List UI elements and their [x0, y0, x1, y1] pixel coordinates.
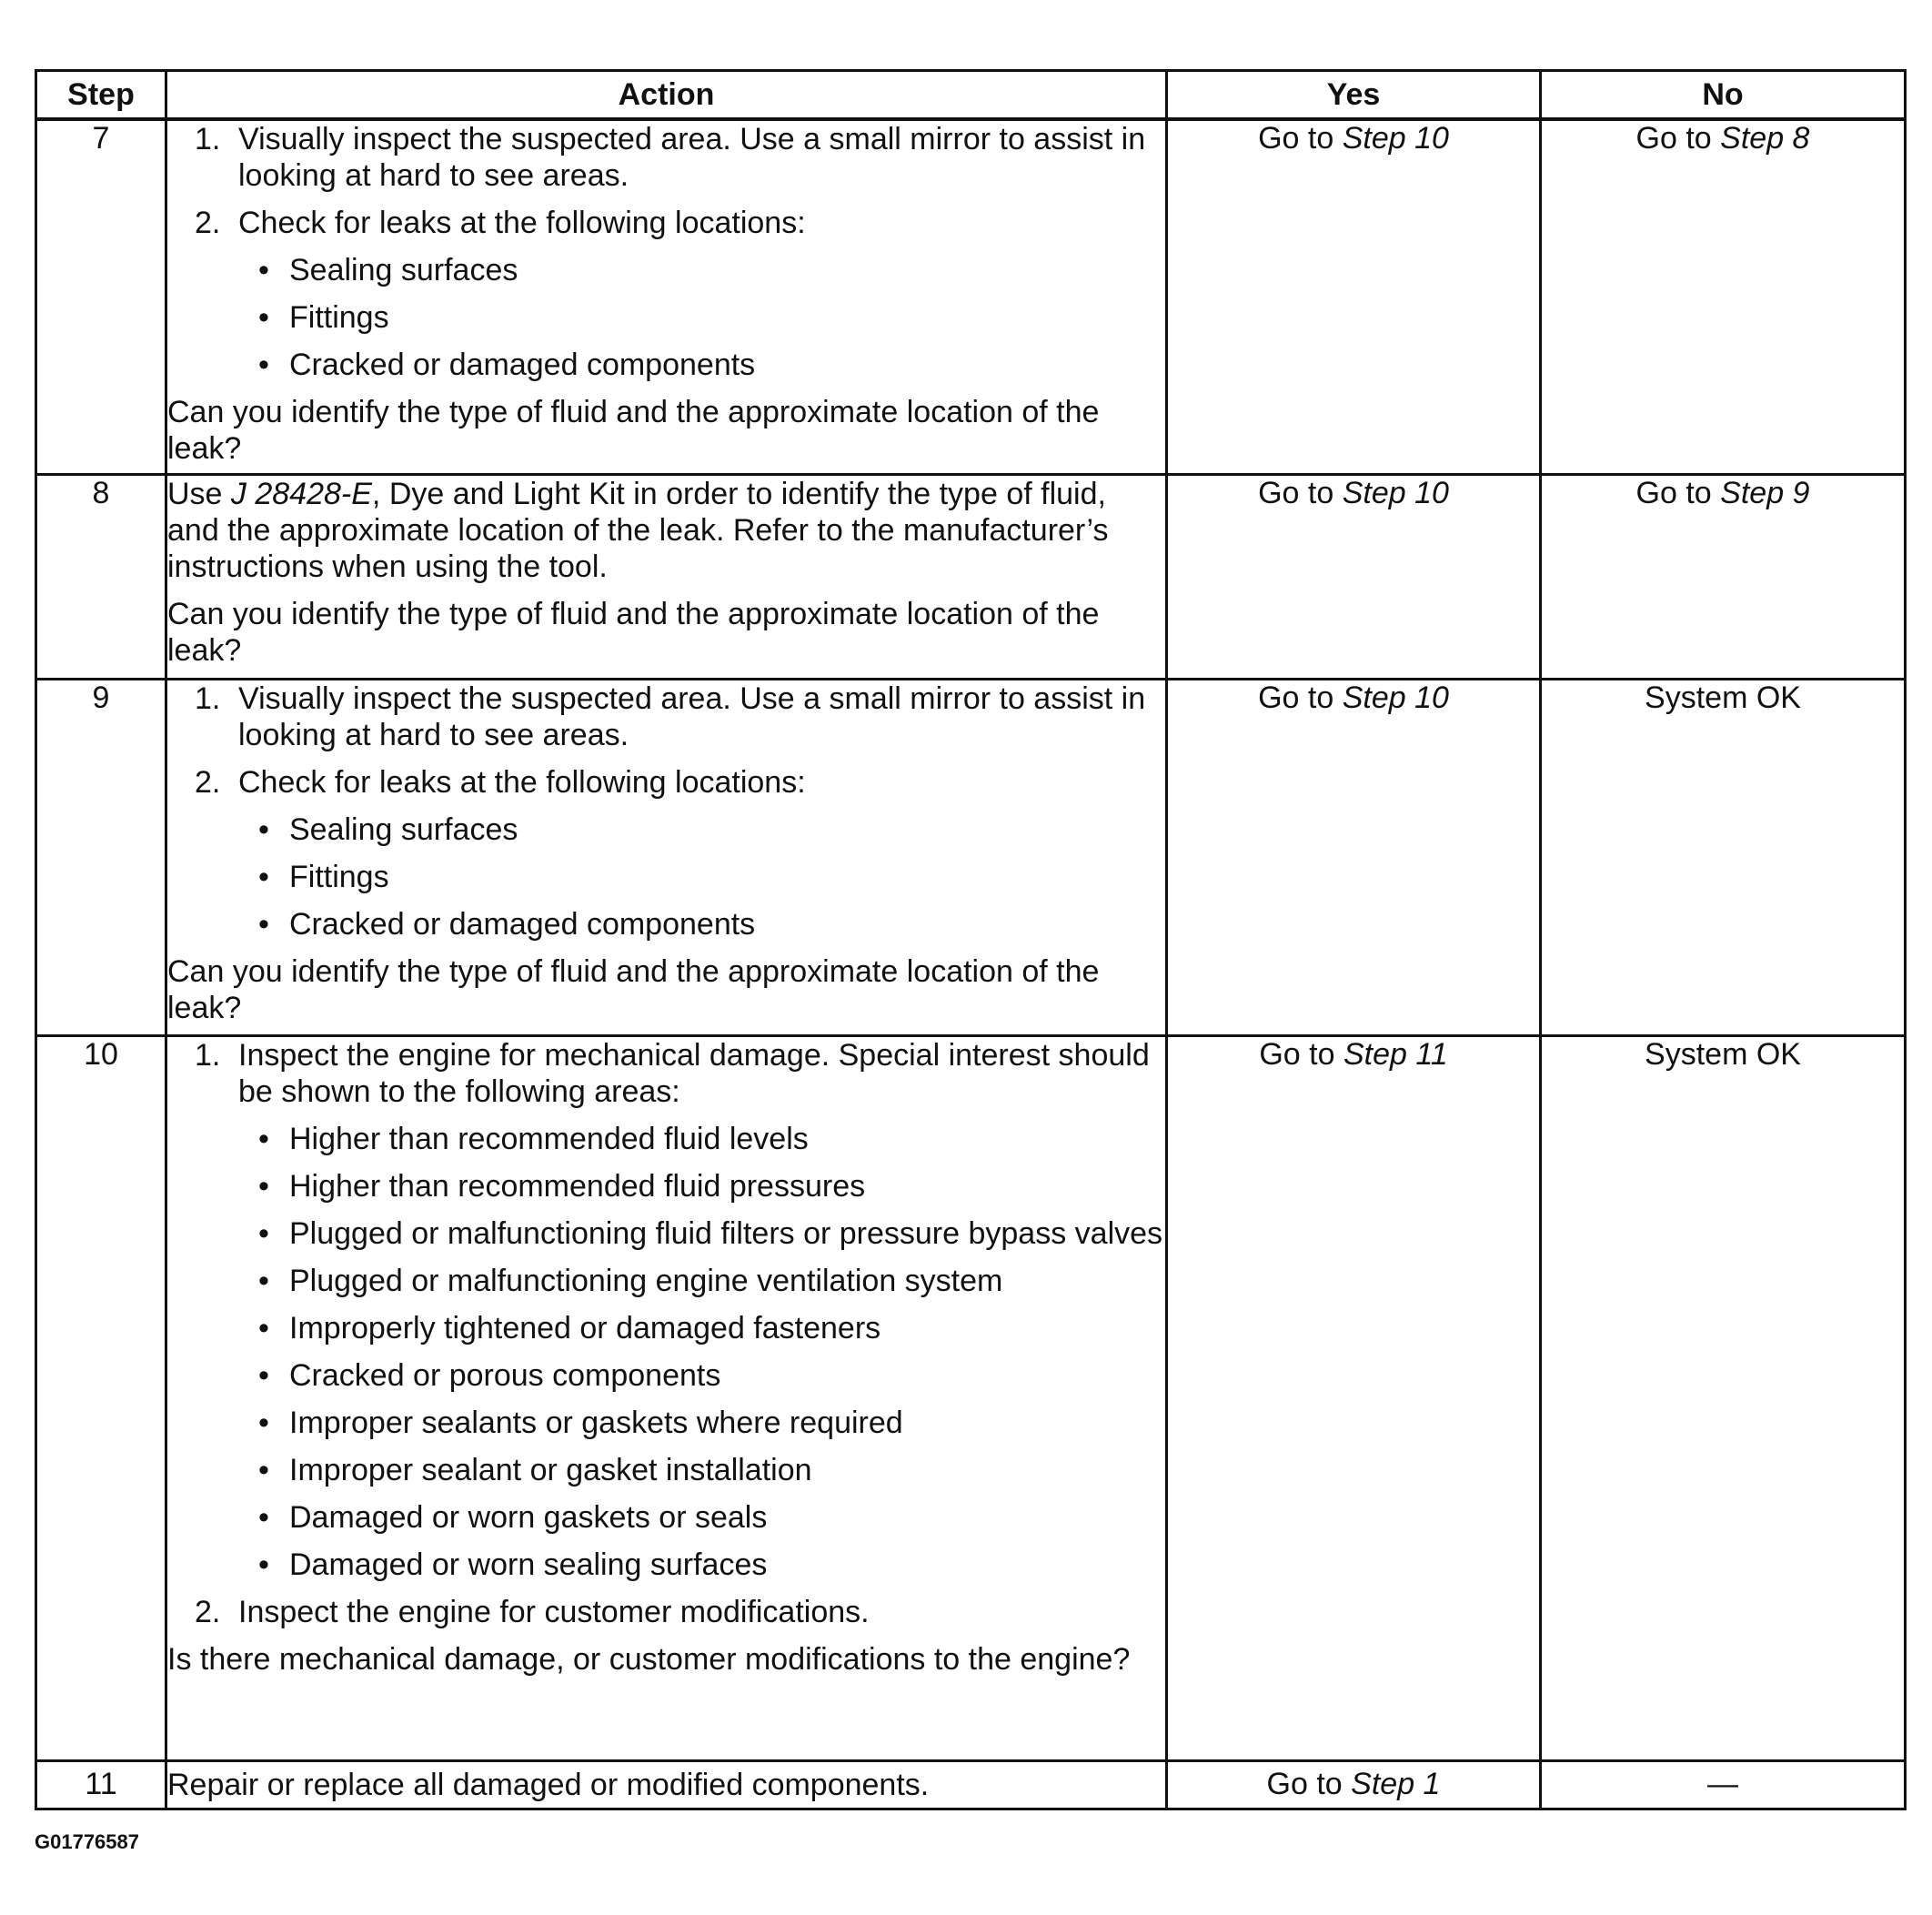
header-action: Action — [166, 71, 1167, 120]
item-text: Inspect the engine for mechanical damage. Special interest should be shown to the following areas: — [238, 1037, 1150, 1109]
item-text: Visually inspect the suspected area. Use a small mirror to assist in looking at hard to see areas. — [238, 680, 1146, 752]
item-number: 1. — [195, 680, 221, 716]
bullet-text: Damaged or worn sealing surfaces — [289, 1547, 768, 1582]
yes-prefix: Go to — [1258, 680, 1334, 715]
bullet-item — [258, 1121, 1165, 1157]
list-item — [195, 121, 1165, 194]
bullet-text: Fittings — [289, 859, 389, 894]
bullet-item — [258, 1215, 1165, 1252]
no-cell — [1541, 474, 1906, 679]
action-cell — [166, 119, 1167, 474]
yes-cell — [1167, 679, 1541, 1035]
yes-cell — [1167, 1760, 1541, 1809]
bullet-text: Damaged or worn gaskets or seals — [289, 1499, 768, 1535]
question-text: Can you identify the type of fluid and the approximate location of the leak? — [167, 395, 1100, 466]
item-number: 2. — [195, 206, 221, 240]
bullet-icon: • — [258, 1263, 269, 1298]
item-number: 2. — [195, 1594, 221, 1629]
yes-step-ref: Step 11 — [1343, 1036, 1448, 1072]
bullet-item — [258, 1405, 1165, 1441]
para-prefix: Use — [167, 476, 223, 511]
bullet-text: Plugged or malfunctioning fluid filters or pressure bypass valves — [289, 1215, 1163, 1251]
step-number: 7 — [36, 119, 166, 474]
bullet-item — [258, 1357, 1165, 1394]
no-prefix: Go to — [1635, 121, 1712, 156]
no-cell: System OK — [1541, 1035, 1906, 1760]
table-row-step-7 — [36, 119, 1906, 474]
bullet-item — [258, 1452, 1165, 1488]
item-text: Check for leaks at the following locations: — [238, 206, 806, 240]
table-row-step-9 — [36, 679, 1906, 1035]
action-cell: Repair or replace all damaged or modified components. — [166, 1760, 1167, 1809]
bullet-item — [258, 1263, 1165, 1299]
list-item — [195, 1594, 1165, 1630]
bullet-text: Plugged or malfunctioning engine ventilation system — [289, 1263, 1003, 1298]
bullet-text: Improper sealants or gaskets where required — [289, 1405, 903, 1440]
list-item — [195, 680, 1165, 753]
bullet-item — [258, 906, 1165, 942]
bullet-icon: • — [258, 300, 269, 335]
item-text: Visually inspect the suspected area. Use a small mirror to assist in looking at hard to see areas. — [238, 122, 1146, 193]
yes-step-ref: Step 10 — [1342, 680, 1449, 715]
no-step-ref: Step 9 — [1720, 475, 1810, 510]
item-text: Check for leaks at the following locations: — [238, 764, 806, 800]
yes-prefix: Go to — [1258, 121, 1334, 156]
bullet-icon: • — [258, 1405, 269, 1440]
list-item — [195, 764, 1165, 801]
bullet-text: Higher than recommended fluid levels — [289, 1121, 809, 1156]
bullet-icon: • — [258, 253, 269, 287]
bullet-icon: • — [258, 1215, 269, 1251]
step-number: 10 — [36, 1035, 166, 1760]
bullet-icon: • — [258, 348, 269, 382]
bullet-icon: • — [258, 811, 269, 847]
yes-step-ref: Step 10 — [1342, 475, 1449, 510]
table-row-step-10 — [36, 1035, 1906, 1760]
yes-cell — [1167, 119, 1541, 474]
action-cell — [166, 1035, 1167, 1760]
yes-step-ref: Step 10 — [1342, 121, 1449, 156]
no-cell: System OK — [1541, 679, 1906, 1035]
item-number: 1. — [195, 1037, 221, 1073]
question-text: Is there mechanical damage, or customer modifications to the engine? — [167, 1641, 1131, 1677]
figure-code: G01776587 — [35, 1830, 139, 1853]
bullet-item — [258, 1168, 1165, 1204]
bullet-text: Higher than recommended fluid pressures — [289, 1168, 866, 1204]
yes-cell — [1167, 1035, 1541, 1760]
item-text: Inspect the engine for customer modifications. — [238, 1594, 870, 1629]
bullet-text: Cracked or damaged components — [289, 906, 756, 942]
bullet-item — [258, 1310, 1165, 1346]
bullet-item — [258, 252, 1165, 288]
step-number: 11 — [36, 1760, 166, 1809]
bullet-text: Improperly tightened or damaged fasteners — [289, 1310, 881, 1346]
bullet-text: Cracked or porous components — [289, 1357, 721, 1393]
bullet-icon: • — [258, 1357, 269, 1393]
action-cell — [166, 474, 1167, 679]
step-number: 9 — [36, 679, 166, 1035]
no-step-ref: Step 8 — [1720, 121, 1810, 156]
bullet-icon: • — [258, 906, 269, 942]
bullet-icon: • — [258, 1310, 269, 1346]
para-text: , Dye and Light Kit in order to identify the type of fluid, and the approximate location of the leak. Refer to the manufacturer’s instructions when using the tool. — [167, 476, 1109, 584]
no-prefix: Go to — [1635, 475, 1712, 510]
bullet-item — [258, 299, 1165, 336]
no-cell: — — [1541, 1760, 1906, 1809]
header-step: Step — [36, 71, 166, 120]
question-text: Can you identify the type of fluid and the approximate location of the leak? — [167, 953, 1100, 1025]
header-yes: Yes — [1167, 71, 1541, 120]
bullet-text: Cracked or damaged components — [289, 348, 756, 382]
bullet-item — [258, 347, 1165, 383]
bullet-item — [258, 811, 1165, 848]
action-cell — [166, 679, 1167, 1035]
step-number: 8 — [36, 474, 166, 679]
yes-prefix: Go to — [1259, 1036, 1335, 1072]
bullet-icon: • — [258, 1121, 269, 1156]
bullet-text: Sealing surfaces — [289, 811, 518, 847]
question-text: Can you identify the type of fluid and the approximate location of the leak? — [167, 596, 1100, 668]
bullet-text: Fittings — [289, 300, 389, 335]
no-cell — [1541, 119, 1906, 474]
list-item — [195, 1037, 1165, 1110]
header-no: No — [1541, 71, 1906, 120]
bullet-icon: • — [258, 1452, 269, 1487]
item-number: 2. — [195, 764, 221, 800]
item-number: 1. — [195, 122, 221, 156]
diagnostic-table — [35, 69, 1907, 1810]
bullet-text: Improper sealant or gasket installation — [289, 1452, 812, 1487]
table-row-step-11 — [36, 1760, 1906, 1809]
list-item — [195, 205, 1165, 241]
bullet-item — [258, 1499, 1165, 1536]
bullet-icon: • — [258, 1168, 269, 1204]
bullet-icon: • — [258, 859, 269, 894]
bullet-item — [258, 859, 1165, 895]
bullet-text: Sealing surfaces — [289, 253, 518, 287]
yes-cell — [1167, 474, 1541, 679]
yes-step-ref: Step 1 — [1351, 1767, 1441, 1801]
yes-prefix: Go to — [1266, 1767, 1343, 1801]
bullet-icon: • — [258, 1499, 269, 1535]
table-row-step-8 — [36, 474, 1906, 679]
header-row — [36, 71, 1906, 120]
bullet-item — [258, 1547, 1165, 1583]
action-paragraph — [167, 476, 1165, 585]
bullet-icon: • — [258, 1547, 269, 1582]
yes-prefix: Go to — [1258, 475, 1334, 510]
tool-reference: J 28428-E — [230, 476, 372, 511]
